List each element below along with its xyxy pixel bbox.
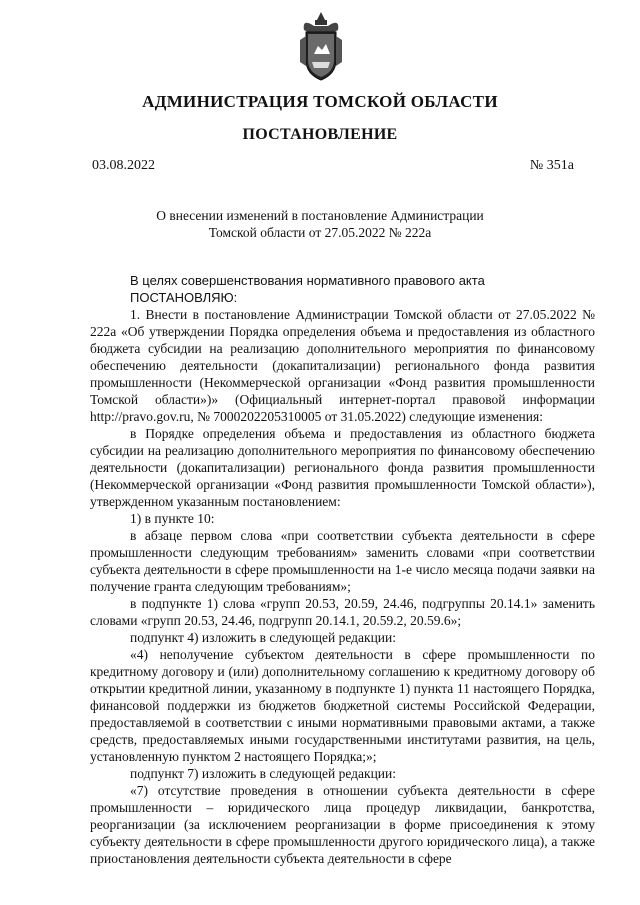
preamble: В целях совершенствования нормативного правового акта [130,273,485,288]
document-type: ПОСТАНОВЛЕНИЕ [242,126,398,143]
paragraph-abzac-1: в абзаце первом слова «при соответствии субъекта деятельности в сфере промышленности следующим требованиям» заменить словами «при соответствии субъекта деятельности в сфере промышленности на 1-е число месяца подачи заявки на получение гранта следующим требованиям»; [90,528,595,594]
document-body [90,272,595,867]
resolution-keyword: ПОСТАНОВЛЯЮ: [130,290,238,305]
document-date: 03.08.2022 [92,158,155,173]
paragraph-item-1: 1. Внести в постановление Администрации Томской области от 27.05.2022 № 222а «Об утверждении Порядка определения объема и предоставления из областного бюджета субсидии на реализацию дополнительного мероприятия по финансовому обеспечению деятельности (докапитализации) регионального фонда развития промышленности (Некоммерческой организации «Фонд развития промышленности Томской области»)» (Официальный интернет-портал правовой информации http://pravo.gov.ru, № 7000202205310005 от 31.05.2022) следующие изменения: [90,307,595,424]
paragraph-subpoint-1: в подпункте 1) слова «групп 20.53, 20.59, 24.46, подгруппы 20.14.1» заменить словами «групп 20.53, 24.46, подгрупп 20.14.1, 20.59.2, 20.59.6»; [90,596,595,628]
paragraph-subpoint-4-intro: подпункт 4) изложить в следующей редакции: [130,630,397,645]
organization-title: АДМИНИСТРАЦИЯ ТОМСКОЙ ОБЛАСТИ [142,92,498,111]
paragraph-point-10: 1) в пункте 10: [130,511,215,526]
subject-line-2: Томской области от 27.05.2022 № 222а [208,225,432,240]
paragraph-subpoint-7-text: «7) отсутствие проведения в отношении субъекта деятельности в сфере промышленности – юридического лица процедур ликвидации, банкротства, реорганизации (за исключением реорганизации в форме присоединения к этому субъекту деятельности в сфере промышленности другого юридического лица), а также приостановления деятельности субъекта деятельности в сфере [90,783,595,866]
coat-of-arms-emblem [298,10,344,84]
paragraph-order: в Порядке определения объема и предоставления из областного бюджета субсидии на реализацию дополнительного мероприятия по финансовому обеспечению деятельности (докапитализации) регионального фонда развития промышленности (Некоммерческой организации «Фонд развития промышленности Томской области»), утвержденном указанным постановлением: [90,426,595,509]
subject-line-1: О внесении изменений в постановление Администрации [156,208,484,223]
document-number: № 351а [529,158,574,173]
paragraph-subpoint-4-text: «4) неполучение субъектом деятельности в сфере промышленности по кредитному договору и (или) дополнительному соглашению к кредитному договору об открытии кредитной линии, указанному в подпункте 1) пункта 11 настоящего Порядка, финансовой поддержки из бюджетов бюджетной системы Российской Федерации, предоставляемой в соответствии с иными нормативными правовыми актами, а также средств, предоставляемых иными государственными институтами развития, на цель, установленную пунктом 2 настоящего Порядка;»; [90,647,595,764]
paragraph-subpoint-7-intro: подпункт 7) изложить в следующей редакции: [130,766,397,781]
document-subject [120,207,520,241]
